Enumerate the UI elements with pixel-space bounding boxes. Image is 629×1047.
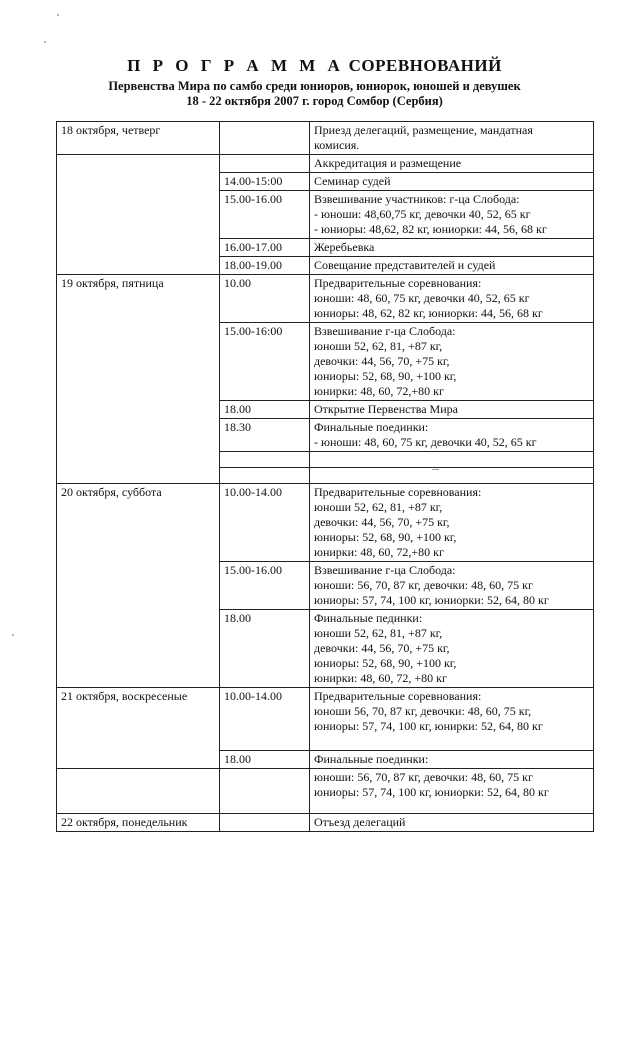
event-cell xyxy=(310,419,594,452)
event-cell xyxy=(310,275,594,323)
schedule-row xyxy=(57,688,594,751)
document-header xyxy=(0,56,629,109)
event-cell xyxy=(310,239,594,257)
event-line: юноши 52, 62, 81, +87 кг, xyxy=(314,500,443,514)
event-line: юноши: 56, 70, 87 кг, девочки: 48, 60, 75 кг xyxy=(314,770,533,784)
subtitle-line-2: 18 - 22 октября 2007 г. город Сомбор (Сербия) xyxy=(186,94,443,108)
event-line: Аккредитация и размещение xyxy=(314,156,462,170)
title-word: СОРЕВНОВАНИЙ xyxy=(348,56,502,75)
event-line: Предварительные соревнования: xyxy=(314,485,482,499)
time-cell: 15.00-16.00 xyxy=(220,562,310,610)
event-line: девочки: 44, 56, 70, +75 кг, xyxy=(314,515,450,529)
date-cell: 21 октября, воскресеные xyxy=(57,688,220,769)
event-cell xyxy=(310,323,594,401)
date-cell: 20 октября, суббота xyxy=(57,484,220,688)
event-line: Предварительные соревнования: xyxy=(314,689,482,703)
event-line: юнирки: 48, 60, 72, +80 кг xyxy=(314,671,447,685)
event-cell-empty xyxy=(310,452,594,468)
event-line: юноши 52, 62, 81, +87 кг, xyxy=(314,339,443,353)
event-line: Финальные поединки: xyxy=(314,420,429,434)
event-line: Финальные поединки: xyxy=(314,752,429,766)
event-line: юноши: 56, 70, 87 кг, девочки: 48, 60, 75 кг xyxy=(314,578,533,592)
event-cell xyxy=(310,610,594,688)
time-cell-empty xyxy=(220,452,310,468)
event-line: Отъезд делегаций xyxy=(314,815,406,829)
time-cell: 18.00-19.00 xyxy=(220,257,310,275)
schedule-row xyxy=(57,155,594,173)
time-cell: 10.00-14.00 xyxy=(220,688,310,751)
time-cell: 18.30 xyxy=(220,419,310,452)
event-line: Совещание представителей и судей xyxy=(314,258,496,272)
event-line-blank xyxy=(314,734,589,749)
event-line: юниоры: 57, 74, 100 кг, юнирки: 52, 64, 80 кг xyxy=(314,719,543,733)
time-cell xyxy=(220,769,310,814)
date-cell-empty xyxy=(57,155,220,275)
event-cell xyxy=(310,173,594,191)
event-line: девочки: 44, 56, 70, +75 кг, xyxy=(314,641,450,655)
date-cell: 18 октября, четверг xyxy=(57,122,220,155)
event-cell xyxy=(310,751,594,769)
event-line: юноши: 48, 60, 75 кг, девочки 40, 52, 65 кг xyxy=(314,291,530,305)
event-line: Взвешивание г-ца Слобода: xyxy=(314,324,456,338)
event-line: Приезд делегаций, размещение, мандатная xyxy=(314,123,533,137)
schedule-row xyxy=(57,122,594,155)
scan-speck xyxy=(12,634,14,636)
event-cell xyxy=(310,122,594,155)
time-cell: 15.00-16:00 xyxy=(220,323,310,401)
time-cell-empty xyxy=(220,468,310,484)
schedule-row xyxy=(57,484,594,562)
time-cell: 14.00-15:00 xyxy=(220,173,310,191)
schedule-row xyxy=(57,814,594,832)
event-line-blank xyxy=(314,800,589,812)
event-line: юнирки: 48, 60, 72,+80 кг xyxy=(314,545,444,559)
event-line: юниоры: 48, 62, 82 кг, юниорки: 44, 56, 68 кг xyxy=(314,306,543,320)
scan-speck xyxy=(57,14,59,16)
event-line: юниоры: 57, 74, 100 кг, юниорки: 52, 64, 80 кг xyxy=(314,785,549,799)
event-line: юниоры: 52, 68, 90, +100 кг, xyxy=(314,369,457,383)
event-line: юниоры: 52, 68, 90, +100 кг, xyxy=(314,656,457,670)
event-line: юнирки: 48, 60, 72,+80 кг xyxy=(314,384,444,398)
event-line: комисия. xyxy=(314,138,360,152)
schedule-row xyxy=(57,769,594,814)
document-title xyxy=(0,56,629,76)
event-cell xyxy=(310,191,594,239)
schedule-table xyxy=(56,121,594,832)
event-line: Финальные пединки: xyxy=(314,611,423,625)
scan-speck xyxy=(44,41,46,43)
event-line: - юноши: 48,60,75 кг, девочки 40, 52, 65 кг xyxy=(314,207,531,221)
schedule-row xyxy=(57,275,594,323)
event-line: Семинар судей xyxy=(314,174,391,188)
event-line: Взвешивание участников: г-ца Слобода: xyxy=(314,192,520,206)
event-line: - юноши: 48, 60, 75 кг, девочки 40, 52, 65 кг xyxy=(314,435,537,449)
event-cell xyxy=(310,562,594,610)
event-cell-empty xyxy=(310,468,594,484)
time-cell: 16.00-17.00 xyxy=(220,239,310,257)
time-cell xyxy=(220,155,310,173)
scan-speck xyxy=(432,469,439,470)
event-line: Предварительные соревнования: xyxy=(314,276,482,290)
event-cell xyxy=(310,155,594,173)
date-cell: 22 октября, понедельник xyxy=(57,814,220,832)
time-cell: 18.00 xyxy=(220,751,310,769)
event-line: Взвешивание г-ца Слобода: xyxy=(314,563,456,577)
event-line: юноши 56, 70, 87 кг, девочки: 48, 60, 75 кг, xyxy=(314,704,532,718)
time-cell: 18.00 xyxy=(220,610,310,688)
event-cell xyxy=(310,769,594,814)
time-cell xyxy=(220,814,310,832)
event-line: девочки: 44, 56, 70, +75 кг, xyxy=(314,354,450,368)
date-cell-empty xyxy=(57,769,220,814)
event-cell xyxy=(310,401,594,419)
date-cell: 19 октября, пятница xyxy=(57,275,220,484)
time-cell: 10.00-14.00 xyxy=(220,484,310,562)
time-cell: 15.00-16.00 xyxy=(220,191,310,239)
event-cell xyxy=(310,814,594,832)
event-cell xyxy=(310,484,594,562)
event-line: - юниоры: 48,62, 82 кг, юниорки: 44, 56, 68 кг xyxy=(314,222,547,236)
event-line: Открытие Первенства Мира xyxy=(314,402,458,416)
event-cell xyxy=(310,688,594,751)
event-line: юниоры: 57, 74, 100 кг, юниорки: 52, 64, 80 кг xyxy=(314,593,549,607)
time-cell: 18.00 xyxy=(220,401,310,419)
event-line: юноши 52, 62, 81, +87 кг, xyxy=(314,626,443,640)
event-cell xyxy=(310,257,594,275)
subtitle-line-1: Первенства Мира по самбо среди юниоров, юниорок, юношей и девушек xyxy=(108,79,521,93)
event-line: юниоры: 52, 68, 90, +100 кг, xyxy=(314,530,457,544)
event-line: Жеребьевка xyxy=(314,240,375,254)
time-cell: 10.00 xyxy=(220,275,310,323)
time-cell xyxy=(220,122,310,155)
document-subtitle xyxy=(0,79,629,109)
title-spaced-word: П Р О Г Р А М М А xyxy=(127,56,344,75)
